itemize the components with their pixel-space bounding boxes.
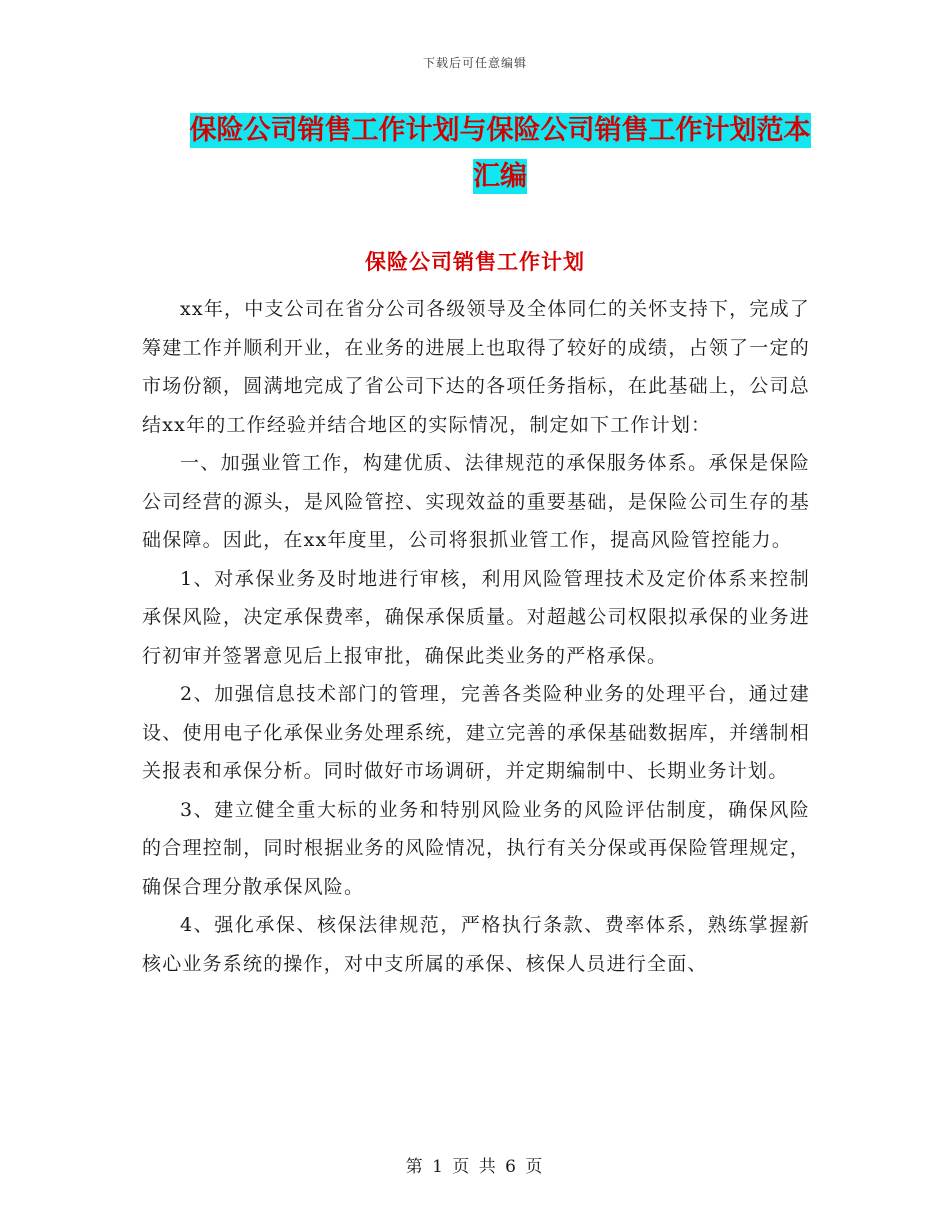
- body-paragraph: 1、对承保业务及时地进行审核，利用风险管理技术及定价体系来控制承保风险，决定承保费率，确保承保质量。对超越公司权限拟承保的业务进行初审并签署意见后上报审批，确保此类业务的严格承保。: [142, 567, 810, 667]
- body-paragraph: 3、建立健全重大标的业务和特别风险业务的风险评估制度，确保风险的合理控制，同时根据业务的风险情况，执行有关分保或再保险管理规定，确保合理分散承保风险。: [142, 798, 810, 898]
- document-body: [142, 290, 810, 983]
- document-title-line-1: 保险公司销售工作计划与保险公司销售工作计划范本: [189, 115, 811, 146]
- page-header-note: 下载后可任意编辑: [422, 56, 527, 70]
- body-paragraph: 2、加强信息技术部门的管理，完善各类险种业务的处理平台，通过建设、使用电子化承保业务处理系统，建立完善的承保基础数据库，并缮制相关报表和承保分析。同时做好市场调研，并定期编制中、长期业务计划。: [142, 683, 810, 782]
- document-title-line-2: 汇编: [473, 161, 527, 192]
- page-number-footer: 第 1 页 共 6 页: [405, 1157, 545, 1177]
- body-paragraph: xx年，中支公司在省分公司各级领导及全体同仁的关怀支持下，完成了筹建工作并顺利开业，在业务的进展上也取得了较好的成绩，占领了一定的市场份额，圆满地完成了省公司下达的各项任务指标，在此基础上，公司总结xx年的工作经验并结合地区的实际情况，制定如下工作计划：: [142, 298, 810, 436]
- body-paragraph: 一、加强业管工作，构建优质、法律规范的承保服务体系。承保是保险公司经营的源头，是风险管控、实现效益的重要基础，是保险公司生存的基础保障。因此，在xx年度里，公司将狠抓业管工作，提高风险管控能力。: [142, 452, 810, 551]
- body-paragraph: 4、强化承保、核保法律规范，严格执行条款、费率体系，熟练掌握新核心业务系统的操作，对中支所属的承保、核保人员进行全面、: [142, 914, 810, 975]
- document-title: [150, 108, 850, 200]
- section-title: 保险公司销售工作计划: [365, 249, 585, 274]
